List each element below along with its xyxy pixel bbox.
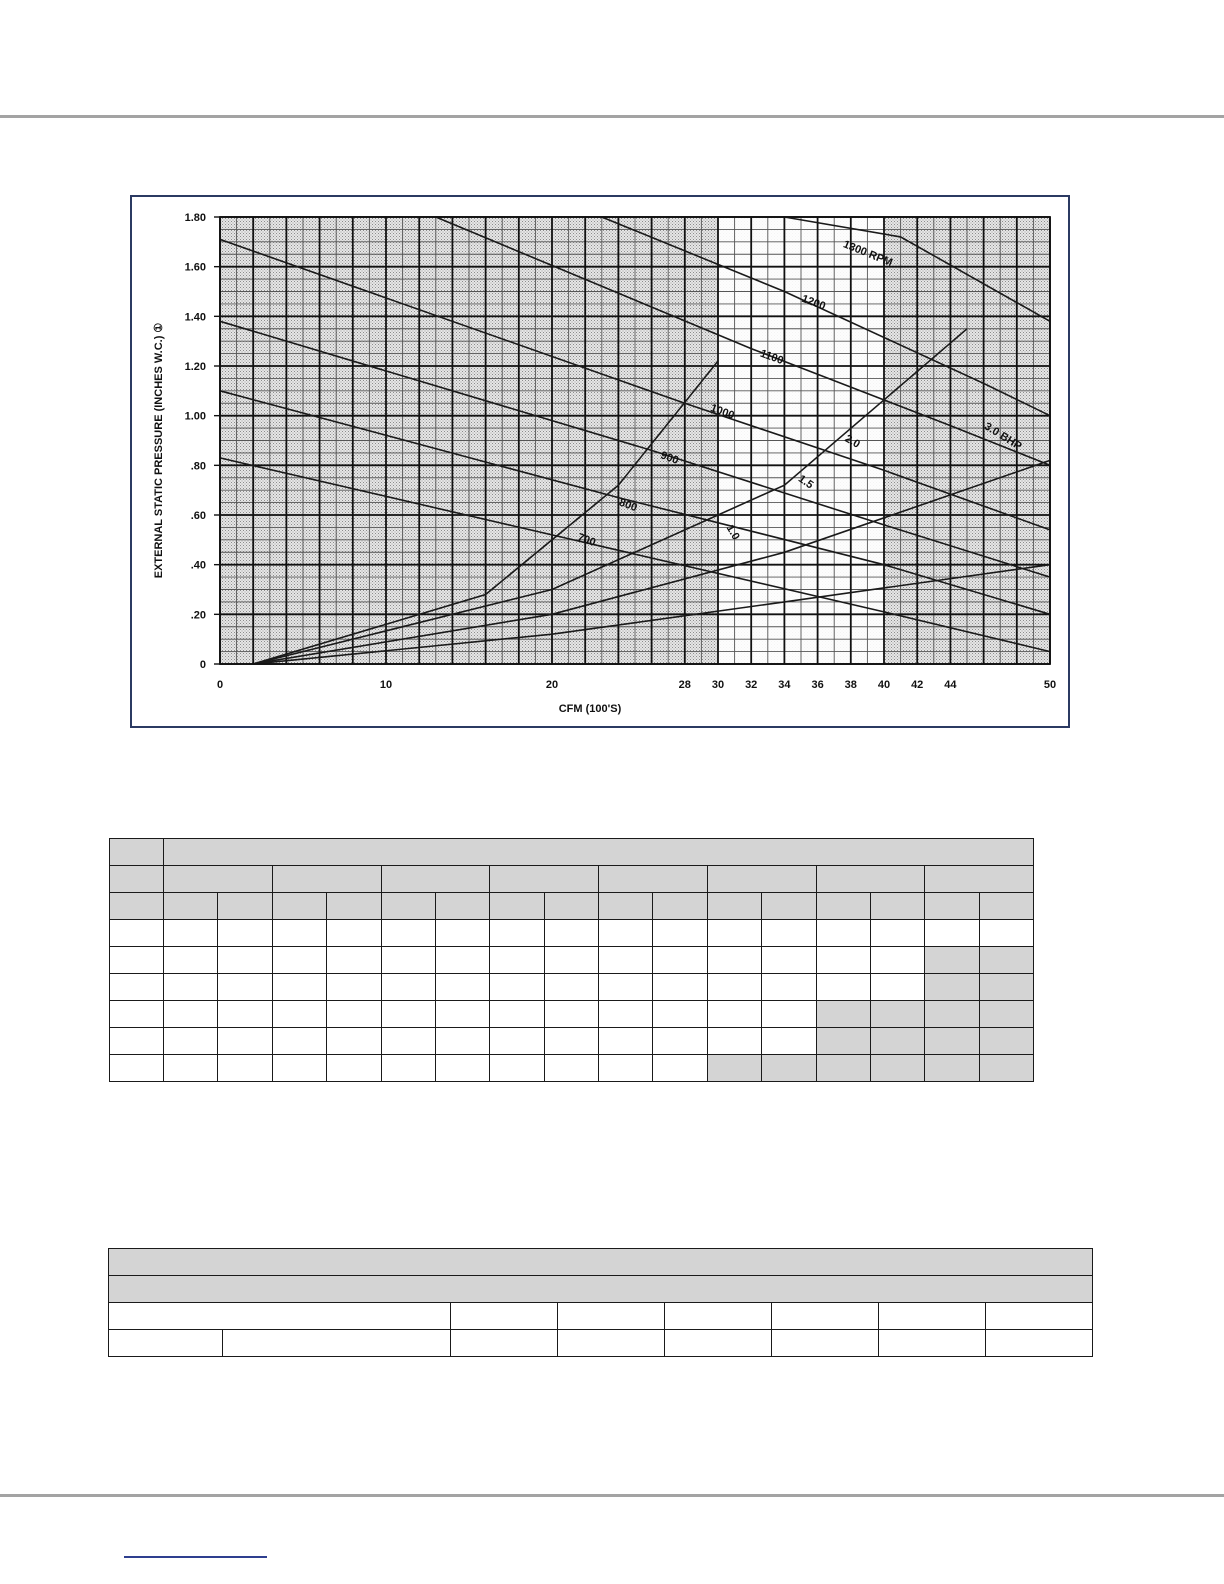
table-cell — [435, 947, 489, 974]
table-cell — [272, 1055, 326, 1082]
table-cell — [762, 1028, 816, 1055]
table-cell — [653, 920, 707, 947]
table-cell — [272, 947, 326, 974]
spec-cell — [109, 1330, 223, 1357]
table-cell — [707, 947, 761, 974]
table-cell — [599, 1001, 653, 1028]
table-cell — [544, 1055, 598, 1082]
spec-cell — [879, 1303, 986, 1330]
spec-cell — [109, 1303, 451, 1330]
chart-canvas — [132, 197, 1068, 726]
table-cell — [381, 1001, 435, 1028]
table-cell — [110, 839, 164, 866]
table-cell — [544, 1001, 598, 1028]
table-cell — [327, 893, 381, 920]
y-tick-label: 0 — [199, 659, 206, 671]
curve-label: 800 — [617, 496, 639, 515]
table-cell — [164, 866, 273, 893]
table-row — [110, 1001, 1034, 1028]
table-cell — [816, 947, 870, 974]
table-cell — [381, 1028, 435, 1055]
spec-title-row — [109, 1249, 1093, 1276]
table-cell — [870, 1028, 924, 1055]
table-cell — [327, 920, 381, 947]
table-cell — [816, 1028, 870, 1055]
table-cell — [327, 947, 381, 974]
spec-data-row — [109, 1330, 1093, 1357]
table-cell — [164, 839, 1034, 866]
table-row — [110, 947, 1034, 974]
x-tick-label: 10 — [379, 679, 393, 691]
table-cell — [164, 1055, 218, 1082]
table-row — [110, 893, 1034, 920]
footer-rule — [0, 1494, 1224, 1497]
table-cell — [164, 974, 218, 1001]
table-cell — [653, 1001, 707, 1028]
table-cell — [925, 920, 979, 947]
table-cell — [707, 920, 761, 947]
table-row — [110, 866, 1034, 893]
table-cell — [110, 974, 164, 1001]
spec-cell — [451, 1303, 558, 1330]
table-cell — [435, 974, 489, 1001]
table-cell — [870, 893, 924, 920]
table-cell — [110, 1001, 164, 1028]
spec-cell — [665, 1303, 772, 1330]
table-cell — [707, 893, 761, 920]
table-cell — [381, 947, 435, 974]
table-cell — [870, 947, 924, 974]
table-cell — [490, 1001, 544, 1028]
table-cell — [653, 974, 707, 1001]
table-cell — [164, 1001, 218, 1028]
table-cell — [707, 866, 816, 893]
table-cell — [979, 974, 1033, 1001]
table-cell — [435, 1028, 489, 1055]
table-cell — [599, 947, 653, 974]
performance-table — [109, 838, 1034, 1082]
x-tick-label: 44 — [944, 679, 957, 691]
curve-label: 1300 RPM — [841, 238, 895, 270]
y-tick-label: 1.20 — [184, 361, 206, 373]
table-cell — [435, 920, 489, 947]
curve-label: 2.0 — [842, 432, 862, 451]
table-cell — [490, 974, 544, 1001]
table-cell — [110, 866, 164, 893]
x-tick-label: 40 — [877, 679, 891, 691]
table-cell — [979, 893, 1033, 920]
table-cell — [707, 1055, 761, 1082]
curve-label: 1000 — [708, 402, 736, 422]
table-cell — [327, 1028, 381, 1055]
table-cell — [435, 1001, 489, 1028]
x-tick-label: 50 — [1043, 679, 1057, 691]
table-cell — [218, 947, 272, 974]
table-cell — [816, 893, 870, 920]
curve-label: 900 — [658, 449, 681, 467]
table-cell — [925, 1001, 979, 1028]
footer-link-underline[interactable] — [124, 1556, 267, 1558]
y-tick-label: .40 — [190, 559, 206, 572]
table-row — [110, 1055, 1034, 1082]
table-cell — [816, 1001, 870, 1028]
table-cell — [490, 920, 544, 947]
spec-cell — [772, 1303, 879, 1330]
curve-label: 1.0 — [723, 522, 742, 543]
table-cell — [925, 947, 979, 974]
table-cell — [272, 893, 326, 920]
curve-label: 1100 — [758, 347, 786, 368]
table-cell — [979, 920, 1033, 947]
table-cell — [979, 1001, 1033, 1028]
table-cell — [110, 1028, 164, 1055]
table-cell — [979, 1055, 1033, 1082]
y-axis-label: EXTERNAL STATIC PRESSURE (INCHES W.C.) ① — [153, 322, 165, 579]
table-cell — [762, 947, 816, 974]
table-cell — [816, 866, 925, 893]
table-cell — [707, 974, 761, 1001]
curve-label: 3.0 BHP — [982, 420, 1024, 453]
table-cell — [164, 920, 218, 947]
table-cell — [762, 974, 816, 1001]
spec-cell — [772, 1330, 879, 1357]
table-cell — [925, 893, 979, 920]
table-cell — [816, 974, 870, 1001]
table-cell — [490, 866, 599, 893]
header-rule — [0, 115, 1224, 118]
table-cell — [599, 1055, 653, 1082]
table-cell — [544, 893, 598, 920]
table-cell — [272, 866, 381, 893]
table-cell — [762, 893, 816, 920]
x-tick-label: 30 — [711, 679, 725, 691]
x-tick-label: 38 — [844, 679, 857, 691]
table-cell — [544, 1028, 598, 1055]
specification-table — [108, 1248, 1093, 1357]
table-cell — [599, 974, 653, 1001]
x-tick-label: 42 — [911, 679, 924, 691]
x-tick-label: 0 — [216, 679, 224, 691]
table-cell — [381, 866, 490, 893]
table-cell — [816, 920, 870, 947]
table-row — [110, 839, 1034, 866]
curve-label: 1.5 — [795, 472, 816, 492]
table-cell — [164, 947, 218, 974]
table-row — [110, 1028, 1034, 1055]
y-tick-label: .20 — [190, 609, 206, 622]
table-cell — [599, 893, 653, 920]
table-cell — [544, 974, 598, 1001]
table-cell — [870, 920, 924, 947]
x-tick-label: 32 — [745, 679, 758, 691]
table-cell — [272, 1001, 326, 1028]
table-cell — [272, 920, 326, 947]
spec-cell — [223, 1330, 451, 1357]
spec-cell — [558, 1303, 665, 1330]
spec-cell — [986, 1303, 1093, 1330]
table-cell — [490, 893, 544, 920]
y-tick-label: 1.60 — [184, 261, 206, 274]
table-cell — [164, 1028, 218, 1055]
table-cell — [816, 1055, 870, 1082]
table-cell — [707, 1028, 761, 1055]
table-cell — [381, 893, 435, 920]
x-tick-label: 36 — [811, 679, 824, 691]
curve-label: 1200 — [799, 292, 828, 313]
y-tick-label: 1.40 — [184, 311, 206, 324]
table-cell — [979, 1028, 1033, 1055]
table-cell — [925, 1055, 979, 1082]
table-row — [110, 920, 1034, 947]
table-row — [110, 974, 1034, 1001]
table-cell — [381, 974, 435, 1001]
blower-performance-chart — [130, 195, 1070, 728]
table-cell — [110, 893, 164, 920]
table-cell — [435, 893, 489, 920]
table-cell — [762, 1055, 816, 1082]
table-cell — [762, 1001, 816, 1028]
table-cell — [164, 893, 218, 920]
table-cell — [925, 866, 1034, 893]
table-cell — [218, 974, 272, 1001]
table-cell — [110, 947, 164, 974]
table-cell — [110, 1055, 164, 1082]
table-cell — [435, 1055, 489, 1082]
y-tick-label: .80 — [190, 460, 206, 473]
table-cell — [218, 920, 272, 947]
y-tick-label: 1.80 — [184, 212, 206, 224]
x-axis-label: CFM (100'S) — [558, 703, 622, 715]
table-cell — [653, 947, 707, 974]
table-cell — [218, 1055, 272, 1082]
x-tick-label: 34 — [778, 679, 791, 691]
y-tick-label: 1.00 — [184, 410, 206, 423]
table-cell — [870, 1055, 924, 1082]
table-cell — [490, 1055, 544, 1082]
table-cell — [653, 893, 707, 920]
y-tick-label: .60 — [190, 510, 206, 522]
spec-cell — [451, 1330, 558, 1357]
table-cell — [979, 947, 1033, 974]
table-cell — [381, 1055, 435, 1082]
table-cell — [599, 866, 708, 893]
spec-subtitle-row — [109, 1276, 1093, 1303]
x-tick-label: 20 — [545, 679, 559, 691]
table-cell — [599, 1028, 653, 1055]
spec-cell — [986, 1330, 1093, 1357]
table-cell — [218, 1001, 272, 1028]
table-cell — [381, 920, 435, 947]
spec-cell — [558, 1330, 665, 1357]
curve-label: 700 — [575, 531, 598, 549]
table-cell — [599, 920, 653, 947]
table-cell — [870, 974, 924, 1001]
table-cell — [762, 920, 816, 947]
table-cell — [490, 1028, 544, 1055]
table-cell — [327, 1001, 381, 1028]
table-cell — [925, 974, 979, 1001]
table-cell — [327, 1055, 381, 1082]
table-cell — [110, 920, 164, 947]
spec-cell — [879, 1330, 986, 1357]
table-cell — [490, 947, 544, 974]
table-cell — [925, 1028, 979, 1055]
table-cell — [870, 1001, 924, 1028]
table-cell — [544, 920, 598, 947]
table-cell — [218, 1028, 272, 1055]
table-cell — [544, 947, 598, 974]
table-cell — [272, 1028, 326, 1055]
table-cell — [707, 1001, 761, 1028]
table-cell — [327, 974, 381, 1001]
table-cell — [272, 974, 326, 1001]
table-cell — [653, 1055, 707, 1082]
spec-header-row — [109, 1303, 1093, 1330]
spec-cell — [665, 1330, 772, 1357]
table-cell — [653, 1028, 707, 1055]
x-tick-label: 28 — [678, 679, 691, 691]
table-cell — [218, 893, 272, 920]
